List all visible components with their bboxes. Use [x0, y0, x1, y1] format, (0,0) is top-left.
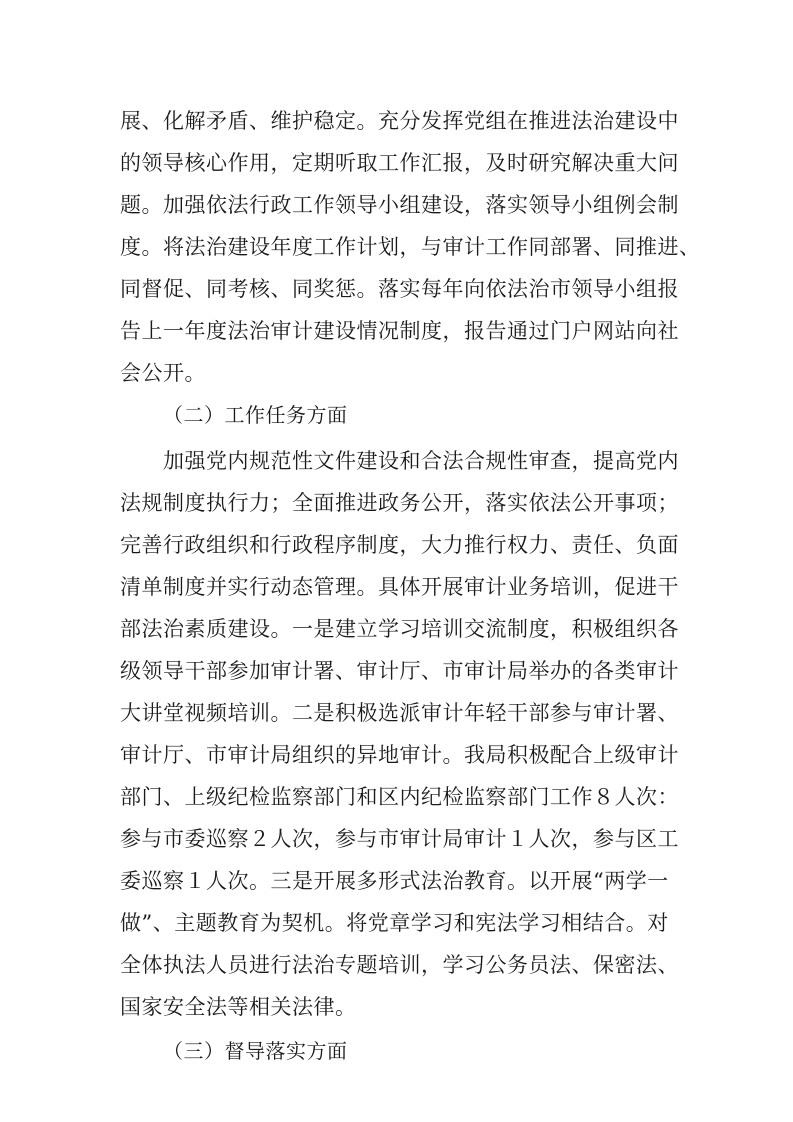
section-heading-3: （三）督导落实方面: [163, 1039, 348, 1063]
section-heading-2: （二）工作任务方面: [163, 403, 348, 427]
paragraph-2-line-12: 做”、主题教育为契机。将党章学习和宪法学习相结合。对: [120, 911, 669, 935]
paragraph-1-line-7: 会公开。: [120, 361, 206, 385]
paragraph-2-line-1: 加强党内规范性文件建设和合法合规性审查，提高党内: [163, 449, 679, 473]
paragraph-1-line-1: 展、化解矛盾、维护稳定。充分发挥党组在推进法治建设中: [120, 109, 679, 133]
paragraph-2-line-6: 级领导干部参加审计署、审计厅、市审计局举办的各类审计: [120, 659, 679, 683]
paragraph-2-line-8: 审计厅、市审计局组织的异地审计。我局积极配合上级审计: [120, 743, 679, 767]
paragraph-1-line-4: 度。将法治建设年度工作计划，与审计工作同部署、同推进、: [120, 235, 701, 259]
paragraph-2-line-14: 国家安全法等相关法律。: [120, 995, 357, 1019]
paragraph-2-line-10: 参与市委巡察２人次，参与市审计局审计１人次，参与区工: [120, 827, 679, 851]
paragraph-2-line-9: 部门、上级纪检监察部门和区内纪检监察部门工作８人次：: [120, 785, 679, 809]
paragraph-2-line-13: 全体执法人员进行法治专题培训，学习公务员法、保密法、: [120, 953, 679, 977]
paragraph-2-line-4: 清单制度并实行动态管理。具体开展审计业务培训，促进干: [120, 575, 679, 599]
paragraph-1-line-5: 同督促、同考核、同奖惩。落实每年向依法治市领导小组报: [120, 277, 679, 301]
paragraph-2-line-7: 大讲堂视频培训。二是积极选派审计年轻干部参与审计署、: [120, 701, 679, 725]
paragraph-1-line-6: 告上一年度法治审计建设情况制度，报告通过门户网站向社: [120, 319, 679, 343]
paragraph-2-line-5: 部法治素质建设。一是建立学习培训交流制度，积极组织各: [120, 617, 679, 641]
paragraph-2-line-3: 完善行政组织和行政程序制度，大力推行权力、责任、负面: [120, 533, 679, 557]
paragraph-2-line-2: 法规制度执行力；全面推进政务公开，落实依法公开事项；: [120, 491, 679, 515]
paragraph-1-line-3: 题。加强依法行政工作领导小组建设，落实领导小组例会制: [120, 193, 679, 217]
paragraph-2-line-11: 委巡察１人次。三是开展多形式法治教育。以开展“两学一: [120, 869, 669, 893]
paragraph-1-line-2: 的领导核心作用，定期听取工作汇报，及时研究解决重大问: [120, 151, 679, 175]
